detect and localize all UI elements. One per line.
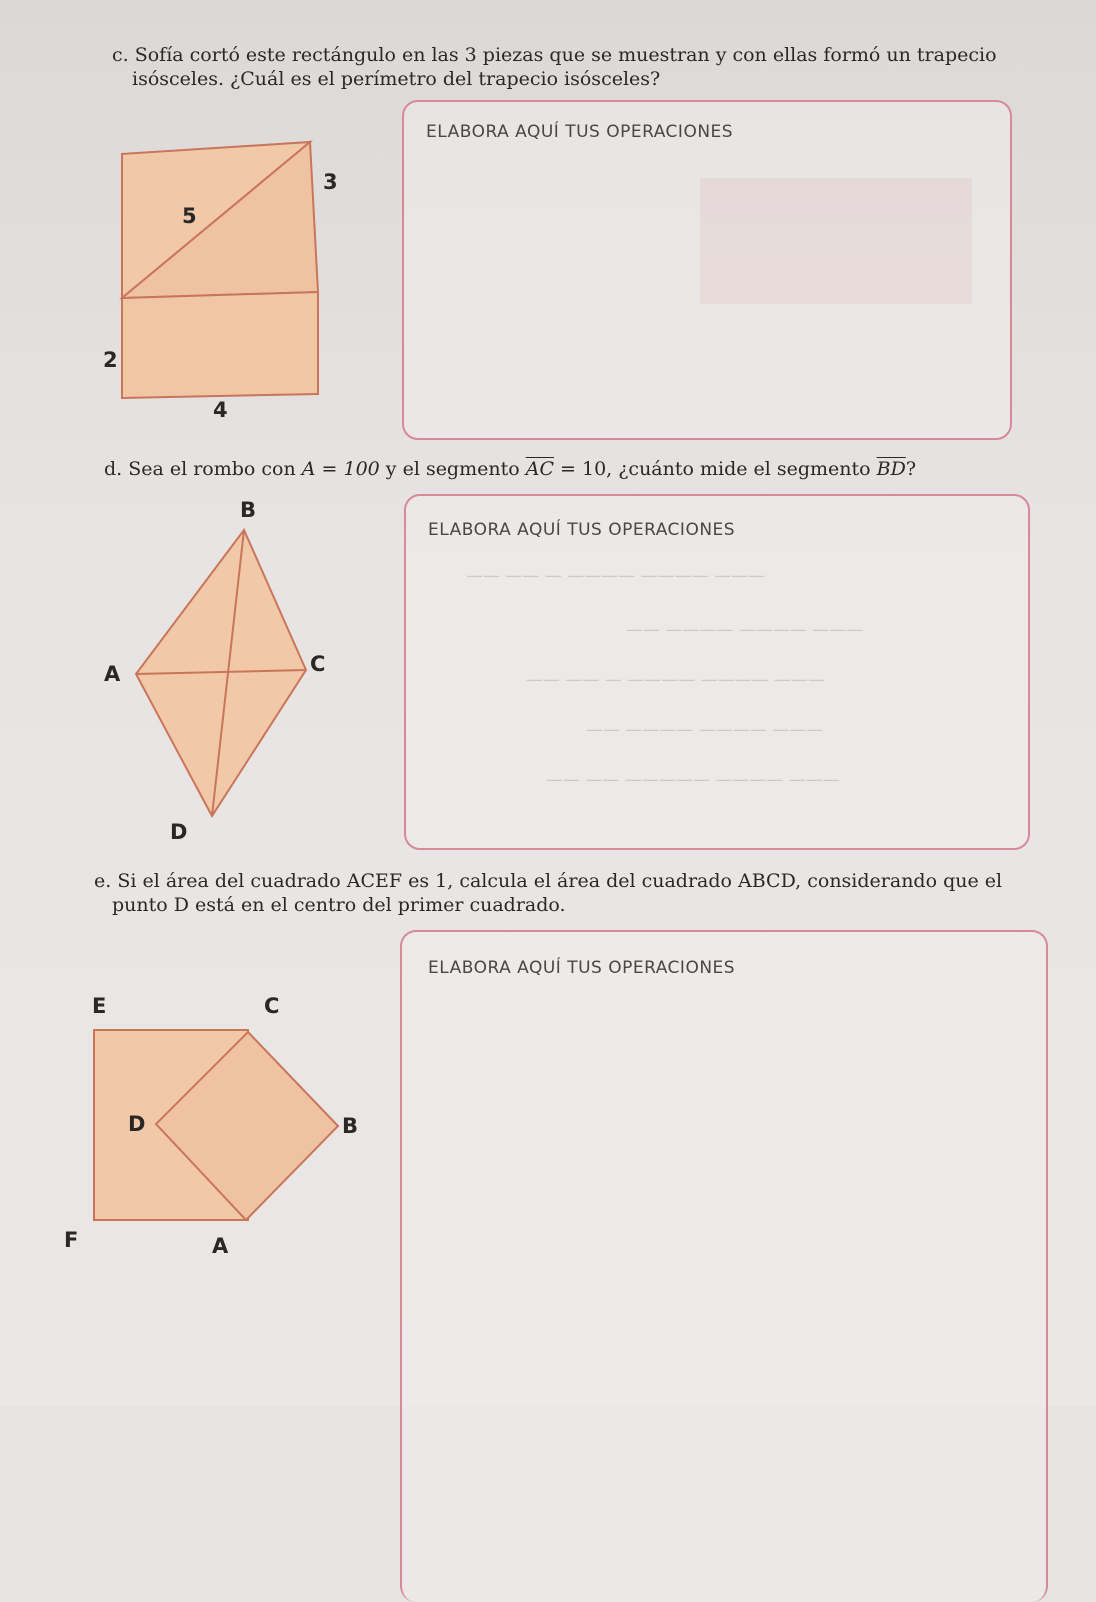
- label-F: F: [64, 1228, 79, 1252]
- label-C: C: [310, 652, 326, 676]
- question-c-line1: c. Sofía cortó este rectángulo en las 3 piezas que se muestran y con ellas formó un trapecio: [112, 44, 997, 66]
- work-box-d[interactable]: [404, 494, 1030, 850]
- label-B: B: [240, 498, 257, 522]
- question-c-line2: isósceles. ¿Cuál es el perímetro del trapecio isósceles?: [132, 68, 661, 90]
- work-box-d-title: ELABORA AQUÍ TUS OPERACIONES: [428, 520, 736, 540]
- work-box-e[interactable]: [400, 930, 1048, 1602]
- work-box-e-title: ELABORA AQUÍ TUS OPERACIONES: [428, 958, 736, 978]
- label-D: D: [170, 820, 188, 844]
- faint-rectangle: [700, 178, 972, 304]
- rhombus-figure: [110, 520, 330, 820]
- label-A: A: [104, 662, 121, 686]
- bleed-through-text: ——— ———— ———— ——: [586, 720, 824, 740]
- label-diag-5: 5: [182, 204, 197, 228]
- label-E: E: [92, 994, 107, 1018]
- question-d-text: d. Sea el rombo con A = 100 y el segmento $\overline{AC} = 10$, ¿cuánto mide el segmento $\overline{BD}$?: [104, 458, 917, 480]
- label-C: C: [264, 994, 280, 1018]
- bleed-through-text: ——— ———— ———— ——: [626, 620, 864, 640]
- label-left-2: 2: [103, 348, 118, 372]
- label-right-3: 3: [323, 170, 338, 194]
- label-A: A: [212, 1234, 229, 1258]
- work-box-c-title: ELABORA AQUÍ TUS OPERACIONES: [426, 122, 734, 142]
- question-e-line2: punto D está en el centro del primer cuadrado.: [112, 894, 566, 916]
- question-e-line1: e. Si el área del cuadrado ACEF es 1, calcula el área del cuadrado ABCD, considerando que el: [94, 870, 1003, 892]
- piece-bottom-rect: [122, 292, 318, 398]
- work-box-c[interactable]: [402, 100, 1012, 440]
- label-bottom-4: 4: [213, 398, 228, 422]
- bleed-through-text: ——— ———— ————— —— ——: [546, 770, 840, 790]
- rectangle-pieces-figure: [110, 130, 340, 410]
- label-D: D: [128, 1112, 146, 1136]
- bleed-through-text: ——— ———— ———— — —— ——: [526, 670, 826, 690]
- squares-figure: [70, 1020, 370, 1250]
- label-B: B: [342, 1114, 359, 1138]
- bleed-through-text: ——— ———— ———— — —— ——: [466, 566, 766, 586]
